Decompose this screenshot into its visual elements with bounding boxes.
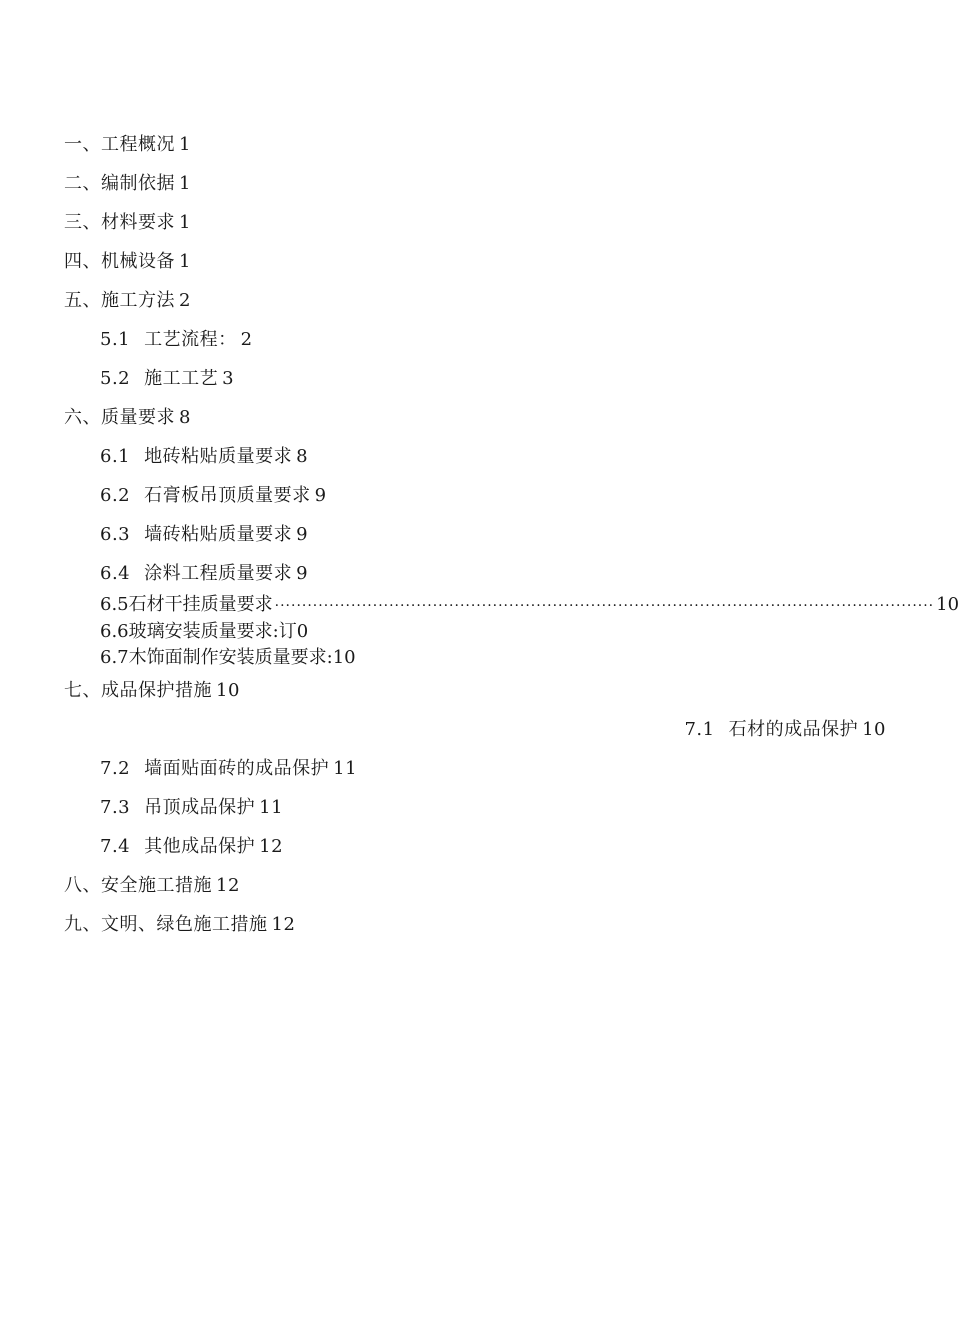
toc-entry-text: 6.6玻璃安装质量要求:订0	[100, 621, 309, 642]
toc-entry-number: 7.4	[100, 836, 131, 857]
toc-entry-page: 10	[862, 719, 886, 740]
toc-entry-label: 八、安全施工措施	[64, 875, 212, 896]
toc-entry-page: 8	[179, 407, 191, 428]
toc-entry-page: 11	[333, 758, 358, 779]
toc-entry-label: 工艺流程：	[144, 329, 237, 350]
toc-entry-1[interactable]	[64, 134, 191, 156]
toc-entry-page: 1	[179, 173, 191, 194]
toc-entry-page: 1	[179, 251, 191, 272]
toc-entry-6-6[interactable]	[100, 621, 308, 643]
toc-entry-number: 7.3	[100, 797, 131, 818]
toc-entry-7-3[interactable]	[100, 797, 283, 819]
toc-entry-page: 12	[216, 875, 240, 896]
toc-entry-page: 1	[179, 212, 191, 233]
toc-entry-6-7[interactable]	[100, 647, 356, 669]
toc-entry-label: 七、成品保护措施	[64, 680, 212, 701]
toc-entry-page: 10	[936, 594, 959, 615]
toc-entry-number: 6.4	[100, 563, 131, 584]
toc-entry-label: 五、施工方法	[64, 290, 175, 311]
toc-entry-page: 2	[179, 290, 191, 311]
toc-entry-label: 六、质量要求	[64, 407, 175, 428]
toc-entry-7-1[interactable]	[684, 719, 886, 741]
toc-entry-number: 6.1	[100, 446, 131, 467]
toc-entry-number: 6.3	[100, 524, 131, 545]
toc-entry-7-2[interactable]	[100, 758, 357, 780]
toc-entry-label: 吊顶成品保护	[144, 797, 256, 818]
toc-entry-6[interactable]	[64, 407, 191, 429]
toc-entry-2[interactable]	[64, 173, 191, 195]
toc-entry-number: 5.2	[100, 368, 131, 389]
toc-entry-page: 12	[271, 914, 296, 935]
toc-entry-page: 9	[314, 485, 327, 506]
toc-entry-7[interactable]	[64, 680, 240, 702]
toc-entry-label: 石膏板吊顶质量要求	[144, 485, 311, 506]
toc-entry-label: 一、工程概况	[64, 134, 175, 155]
toc-entry-9[interactable]	[64, 914, 295, 936]
toc-entry-number: 7.2	[100, 758, 131, 779]
toc-entry-label: 三、材料要求	[64, 212, 175, 233]
toc-entry-6-5[interactable]	[100, 594, 959, 616]
toc-entry-6-2[interactable]	[100, 485, 327, 507]
toc-entry-8[interactable]	[64, 875, 240, 897]
toc-entry-page: 11	[259, 797, 284, 818]
toc-entry-6-3[interactable]	[100, 524, 308, 546]
toc-entry-label: 涂料工程质量要求	[144, 563, 293, 584]
toc-entry-number: 5.1	[100, 329, 131, 350]
toc-entry-page: 2	[240, 329, 253, 350]
toc-entry-label: 四、机械设备	[64, 251, 175, 272]
toc-entry-6-1[interactable]	[100, 446, 308, 468]
toc-entry-page: 12	[259, 836, 284, 857]
toc-entry-label: 地砖粘贴质量要求	[144, 446, 293, 467]
toc-entry-label: 其他成品保护	[144, 836, 256, 857]
toc-entry-text: 6.7木饰面制作安装质量要求:10	[100, 647, 356, 668]
toc-entry-label: 二、编制依据	[64, 173, 175, 194]
toc-entry-6-4[interactable]	[100, 563, 308, 585]
toc-entry-label: 墙砖粘贴质量要求	[144, 524, 293, 545]
toc-entry-5-2[interactable]	[100, 368, 234, 390]
toc-entry-3[interactable]	[64, 212, 191, 234]
toc-entry-page: 1	[179, 134, 191, 155]
toc-entry-label: 施工工艺	[144, 368, 219, 389]
toc-entry-page: 9	[296, 563, 309, 584]
toc-entry-label: 九、文明、绿色施工措施	[64, 914, 268, 935]
toc-leader-dots: ·························································································································	[274, 598, 935, 614]
toc-entry-page: 10	[216, 680, 240, 701]
toc-entry-page: 9	[296, 524, 309, 545]
toc-entry-page: 3	[222, 368, 235, 389]
toc-entry-7-4[interactable]	[100, 836, 283, 858]
toc-entry-number: 7.1	[684, 719, 715, 740]
toc-entry-5[interactable]	[64, 290, 191, 312]
toc-entry-label: 石材的成品保护	[728, 719, 859, 740]
toc-entry-label: 石材干挂质量要求	[128, 594, 273, 615]
toc-entry-label: 墙面贴面砖的成品保护	[144, 758, 330, 779]
toc-entry-page: 8	[296, 446, 309, 467]
toc-entry-4[interactable]	[64, 251, 191, 273]
toc-entry-number: 6.2	[100, 485, 131, 506]
toc-entry-5-1[interactable]	[100, 329, 253, 351]
toc-entry-number: 6.5	[100, 594, 129, 615]
